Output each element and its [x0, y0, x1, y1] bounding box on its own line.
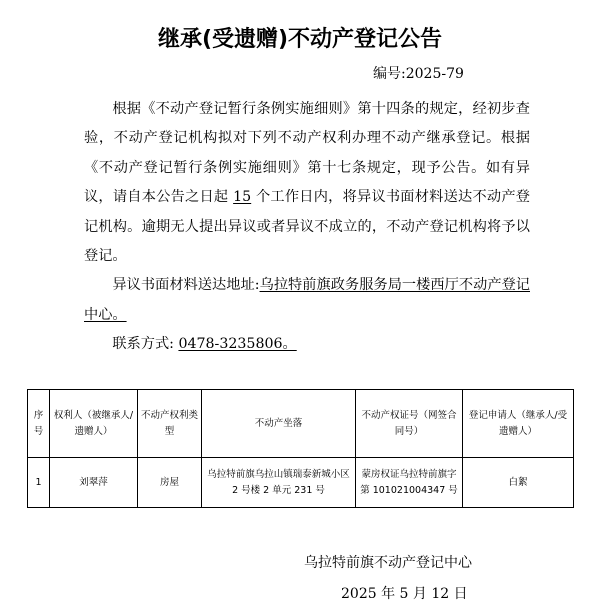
paragraph-legal-basis: [84, 95, 530, 271]
cell-right-type: 房屋: [138, 458, 202, 508]
header-right-holder: 权利人（被继承人/遗赠人）: [50, 390, 138, 458]
address-label: 异议书面材料送达地址:: [112, 277, 260, 294]
issue-date: 2025 年 5 月 12 日: [341, 586, 468, 602]
cell-serial: 1: [28, 458, 50, 508]
header-serial: 序号: [28, 390, 50, 458]
header-applicant: 登记申请人（继承人/受遗赠人）: [463, 390, 574, 458]
document-number: 编号:2025-79: [373, 66, 464, 82]
paragraph-contact: [84, 330, 530, 359]
table-header-row: [28, 390, 574, 458]
cell-location: 乌拉特前旗乌拉山镇瑞泰新城小区 2 号楼 2 单元 231 号: [202, 458, 356, 508]
cell-certificate: 蒙房权证乌拉特前旗字第 101021004347 号: [356, 458, 463, 508]
paragraph-legal-basis-tail: 个工作日内，将异议书面材料送达不动产登记机构。逾期无人提出异议或者异议不成立的，不动产登记机构将予以登记。: [84, 189, 530, 265]
contact-label: 联系方式:: [112, 336, 179, 353]
objection-days: 15: [233, 189, 252, 206]
notice-body: [84, 95, 530, 360]
table-row: [28, 458, 574, 508]
cell-applicant: 白絮: [463, 458, 574, 508]
contact-phone: 0478-3235806。: [178, 336, 297, 353]
property-table: [27, 389, 574, 508]
header-right-type: 不动产权利类型: [138, 390, 202, 458]
objection-address: 乌拉特前旗政务服务局一楼西厅不动产登记中心。: [84, 277, 530, 323]
paragraph-address: [84, 271, 530, 330]
paragraph-legal-basis-text: 根据《不动产登记暂行条例实施细则》第十四条的规定，经初步查验，不动产登记机构拟对下列不动产权利办理不动产继承登记。根据《不动产登记暂行条例实施细则》第十七条规定，现予公告。如有异议，请自本公告之日起: [84, 101, 530, 206]
notice-title: 继承(受遗赠)不动产登记公告: [157, 27, 443, 52]
header-certificate: 不动产权证号（网签合同号）: [356, 390, 463, 458]
issuing-organization: 乌拉特前旗不动产登记中心: [304, 555, 472, 571]
cell-right-holder: 刘翠萍: [50, 458, 138, 508]
header-location: 不动产坐落: [202, 390, 356, 458]
